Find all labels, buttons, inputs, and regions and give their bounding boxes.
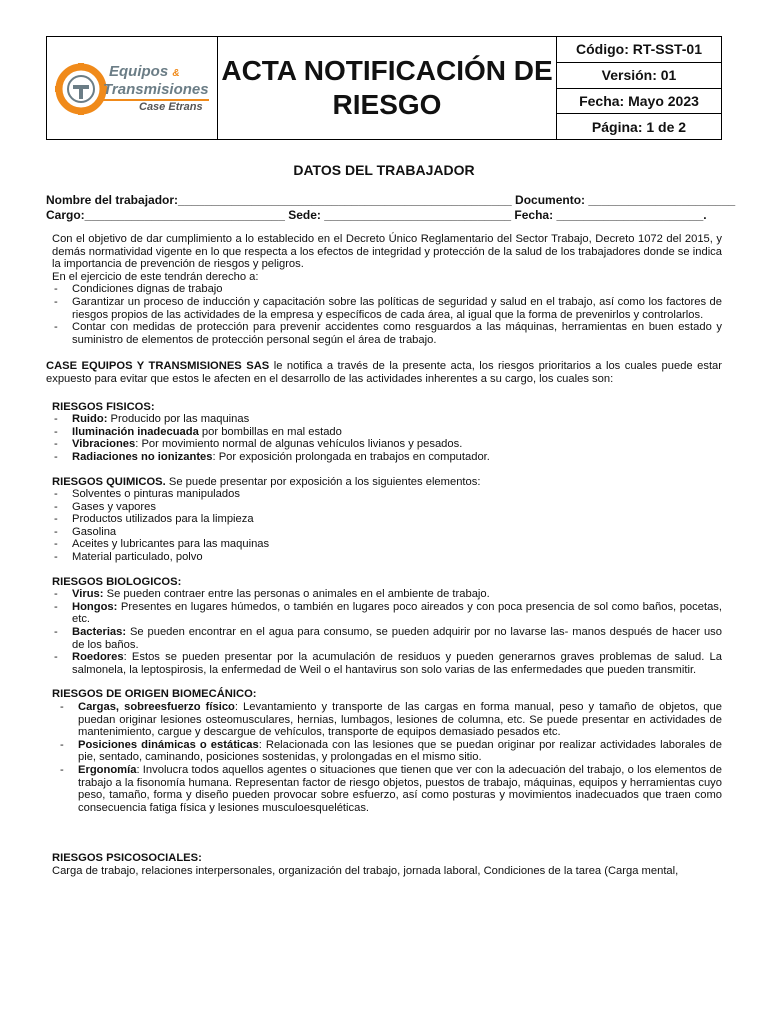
meta-version: Versión: 01: [557, 63, 721, 89]
gear-logo-icon: [55, 59, 107, 119]
fisicos-title: RIESGOS FISICOS:: [52, 400, 155, 413]
worker-cargo-line: Cargo:______________________________ Sede: ____________________________ Fecha: ______________________.: [46, 208, 707, 222]
document-title: ACTA NOTIFICACIÓN DE RIESGO: [218, 37, 557, 139]
list-item: - Roedores: Estos se pueden presentar por la acumulación de residuos y pueden generarnos graves problemas de salud. La salmonela, la leptospirosis, la enfermedad de Weil o el hantavirus son solo varias de las enfermedades que pueden transmitir.: [54, 651, 722, 676]
datos-title: DATOS DEL TRABAJADOR: [293, 162, 475, 178]
fisicos-section: [46, 401, 722, 464]
biologicos-section: [46, 576, 722, 677]
list-item: - Hongos: Presentes en lugares húmedos, o también en lugares poco aireados y con poca presencia de sol como baños, pocetas, etc.: [54, 600, 722, 626]
list-item: - Material particulado, polvo: [54, 551, 203, 564]
list-item: - Solventes o pinturas manipulados: [54, 488, 240, 501]
biomecanico-section: [46, 688, 722, 814]
biologicos-title: RIESGOS BIOLOGICOS:: [52, 575, 182, 588]
list-item: - Posiciones dinámicas o estáticas: Relacionada con las lesiones que se puedan originar por realizar actividades laborales de pie, sentado, caminando, posiciones sostenidas, y prolongadas en el mismo sitio.: [60, 738, 722, 764]
list-item: - Gases y vapores: [54, 500, 156, 513]
biomecanico-title: RIESGOS DE ORIGEN BIOMECÁNICO:: [52, 688, 257, 701]
list-item: - Productos utilizados para la limpieza: [54, 513, 254, 526]
logo-line3: Case Etrans: [139, 101, 203, 113]
list-item: - Condiciones dignas de trabajo: [54, 283, 223, 296]
list-item: - Contar con medidas de protección para prevenir accidentes como resguardos a las máquinas, herramientas en buen estado y suministro de elementos de protección personal según el área de trabajo.: [54, 321, 722, 346]
list-item: - Virus: Se pueden contraer entre las personas o animales en el ambiente de trabajo.: [54, 588, 490, 601]
list-item: - Radiaciones no ionizantes: Por exposición prolongada en trabajos en computador.: [54, 450, 490, 463]
rights-list: [52, 283, 722, 346]
meta-fecha: Fecha: Mayo 2023: [557, 89, 721, 115]
intro-paragraph: Con el objetivo de dar cumplimiento a lo establecido en el Decreto Único Reglamentario del Sector Trabajo, Decreto 1072 del 2015, y demás normatividad vigente en lo que respecta a los efectos de integridad y protección de la salud de los trabajadores donde se indica la importancia de prevención de riesgos y peligros.: [52, 233, 722, 271]
logo-cell: [47, 37, 218, 139]
list-item: - Aceites y lubricantes para las maquinas: [54, 538, 270, 551]
list-item: - Garantizar un proceso de inducción y capacitación sobre las políticas de seguridad y salud en el trabajo, así como los factores de riesgos propios de las actividades de la empresa y específicos de cada área, al igual que la forma de prevenirlos y controlarlos.: [54, 295, 722, 321]
psicosociales-text: Carga de trabajo, relaciones interpersonales, organización del trabajo, jornada laboral, Condiciones de la tarea (Carga mental,: [52, 864, 679, 877]
list-item: - Bacterias: Se pueden encontrar en el agua para consumo, se pueden adquirir por no lavarse las- manos después de hacer uso de los baños.: [54, 626, 722, 651]
quimicos-section: RIESGOS QUIMICOS. Se puede presentar por exposición a los siguientes elementos: - Solventes o pinturas manipulados - Gases y vapores - Productos utilizados para la limpieza - Gasolina - Aceites y lubricantes para las maquinas - Material particulado, polvo: [46, 476, 722, 564]
document-body: [46, 233, 722, 878]
document-header: [46, 36, 722, 140]
document-meta: [557, 37, 721, 139]
list-item: - Cargas, sobreesfuerzo físico: Levantamiento y transporte de las cargas en forma manual, peso y tamaño de objetos, que puedan originar lesiones osteomusculares, hernias, lumbagos, lesiones de columna, etc. Se puede presentar en actividades de mantenimiento, cargue y descargue de vehículos, transporte de equipos demasiado pesados etc.: [60, 701, 722, 739]
intro-rights: En el ejercicio de este tendrán derecho a:: [52, 270, 259, 283]
list-item: - Iluminación inadecuada por bombillas en mal estado: [54, 425, 342, 438]
meta-codigo: Código: RT-SST-01: [557, 37, 721, 63]
list-item: - Ruido: Producido por las maquinas: [54, 413, 250, 426]
psicosociales-section: [46, 852, 722, 877]
logo-line2: Transmisiones: [103, 81, 209, 98]
company-paragraph: CASE EQUIPOS Y TRANSMISIONES SAS le notifica a través de la presente acta, los riesgos prioritarios a los cuales puede estar expuesto para evitar que estos le afecten en el desarrollo de las actividades inherentes a su cargo, los cuales son:: [46, 360, 722, 385]
meta-pagina: Página: 1 de 2: [591, 118, 687, 135]
list-item: - Gasolina: [54, 525, 117, 538]
logo-line1: Equipos &: [109, 63, 180, 80]
list-item: - Vibraciones: Por movimiento normal de algunas vehículos livianos y pesados.: [54, 438, 463, 451]
quimicos-title: RIESGOS QUIMICOS.: [52, 475, 166, 488]
list-item: - Ergonomía: Involucra todos aquellos agentes o situaciones que tienen que ver con la adecuación del trabajo, o los elementos de trabajo a la fisonomía humana. Representan factor de riesgo objetos, puestos de trabajo, máquinas, equipos y herramientas cuyo peso, tamaño, forma y diseño pueden provocar sobre esfuerzo, así como posturas y movimientos inadecuados que traen como consecuencia fatiga física y lesiones musculoesqueléticas.: [60, 763, 722, 814]
psicosociales-title: RIESGOS PSICOSOCIALES:: [52, 852, 202, 865]
worker-name-line: Nombre del trabajador:__________________________________________________ Documento: ______________________: [46, 193, 736, 207]
